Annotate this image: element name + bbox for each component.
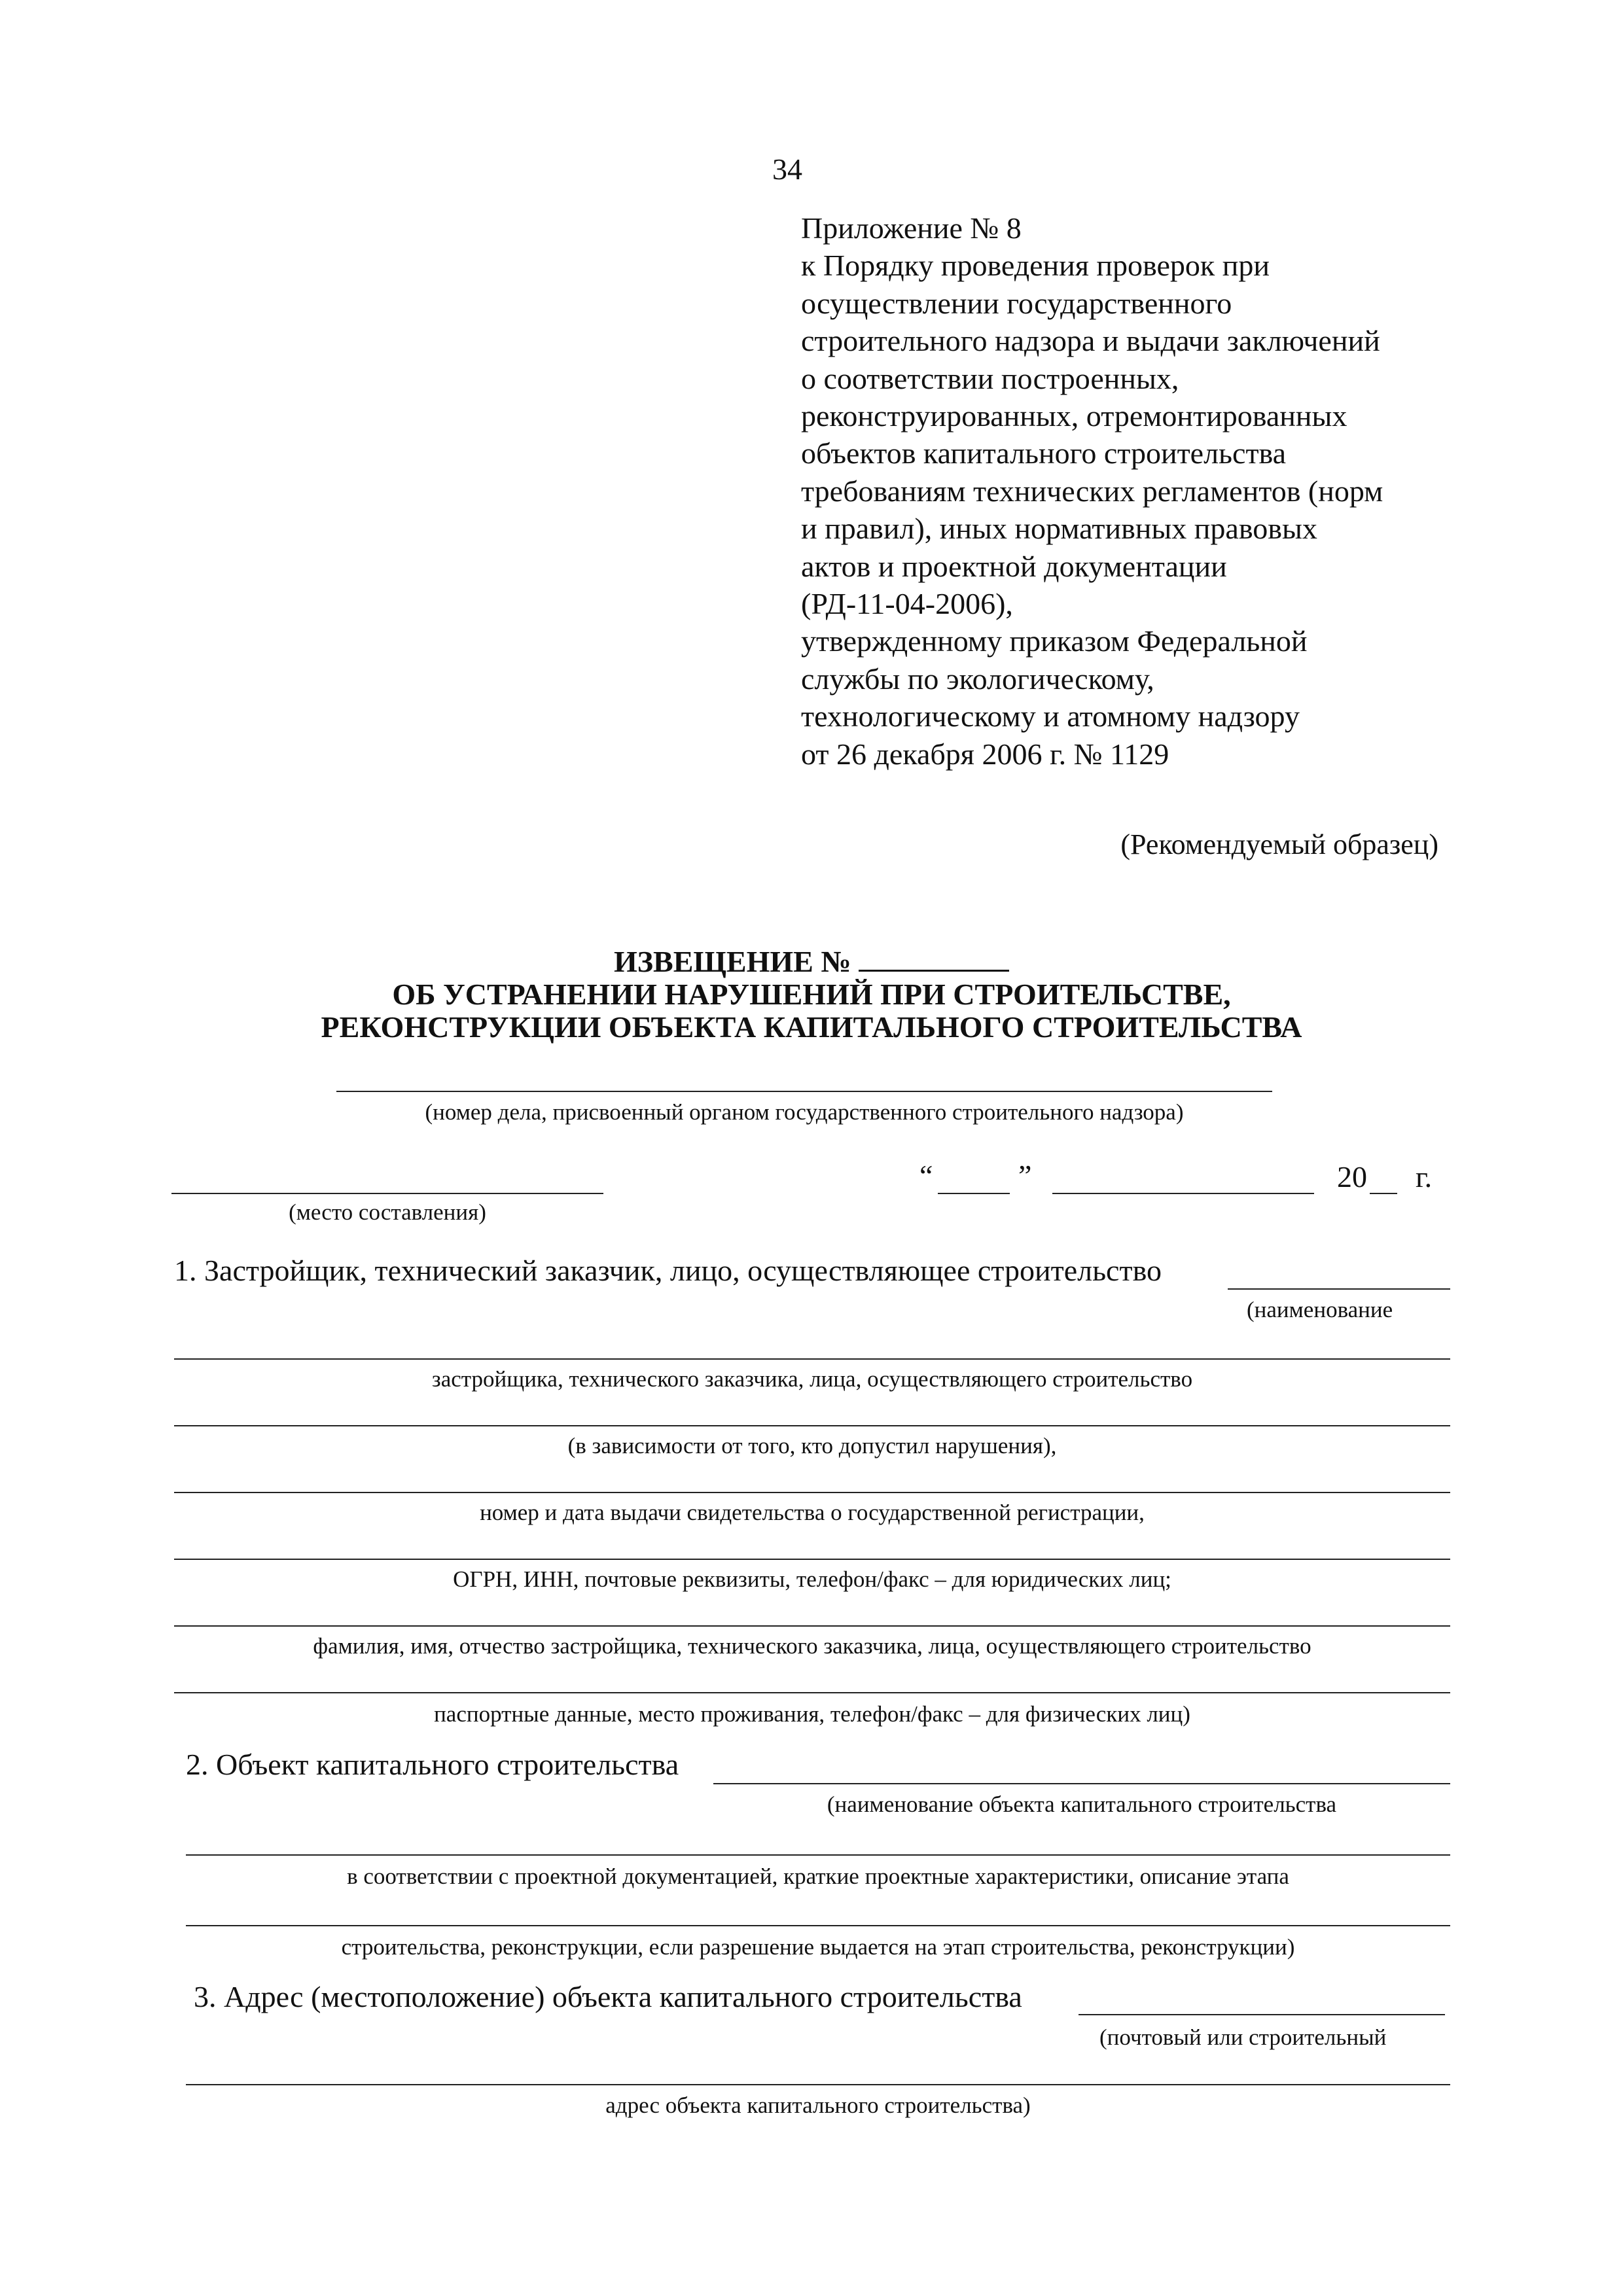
document-title [0,944,1623,979]
appendix-line: службы по экологическому, [801,662,1154,696]
date-month-field[interactable] [1052,1193,1314,1194]
appendix-line: Приложение № 8 [801,211,1022,245]
title-line-2: ОБ УСТРАНЕНИИ НАРУШЕНИЙ ПРИ СТРОИТЕЛЬСТВЕ, [392,978,1231,1011]
title-line-1: ИЗВЕЩЕНИЕ № [613,945,851,978]
notice-number-field[interactable] [859,945,1009,972]
appendix-line: строительного надзора и выдачи заключений [801,324,1380,358]
section1-caption-0: (наименование [1247,1297,1393,1322]
section2-field-0[interactable] [713,1783,1450,1784]
appendix-line: требованиям технических регламентов (норм [801,474,1383,508]
appendix-line: о соответствии построенных, [801,361,1179,395]
section1-caption-1: застройщика, технического заказчика, лица, осуществляющего строительство [431,1366,1193,1392]
appendix-line: утвержденному приказом Федеральной [801,624,1308,658]
date-day-field[interactable] [938,1193,1010,1194]
section1-field-4[interactable] [174,1559,1450,1560]
date-year-suffix: г. [1416,1160,1433,1193]
section2-caption-1: в соответствии с проектной документацией, краткие проектные характеристики, описание этапа [347,1863,1289,1889]
section1-caption-4: ОГРН, ИНН, почтовые реквизиты, телефон/факс – для юридических лиц; [453,1566,1171,1592]
date-close-quote: ” [1018,1159,1032,1192]
place-caption: (место составления) [289,1199,486,1225]
appendix-line: реконструированных, отремонтированных [801,399,1347,433]
section1-field-1[interactable] [174,1358,1450,1360]
section2-label: 2. Объект капитального строительства [186,1748,679,1781]
section1-caption-3: номер и дата выдачи свидетельства о государственной регистрации, [480,1500,1145,1525]
section3-caption-0: (почтовый или строительный [1099,2024,1387,2050]
appendix-line: актов и проектной документации [801,549,1227,583]
section1-label: 1. Застройщик, технический заказчик, лицо, осуществляющее строительство [174,1254,1162,1287]
date-year-prefix: 20 [1337,1160,1367,1193]
section3-label: 3. Адрес (местоположение) объекта капитального строительства [194,1980,1022,2013]
date-open-quote: “ [919,1159,933,1192]
appendix-line: (РД-11-04-2006), [801,587,1013,621]
section1-caption-6: паспортные данные, место проживания, телефон/факс – для физических лиц) [434,1701,1190,1727]
section1-field-6[interactable] [174,1692,1450,1693]
sample-label: (Рекомендуемый образец) [1120,828,1438,860]
section3-field-0[interactable] [1079,2014,1445,2015]
section3-caption-1: адрес объекта капитального строительства) [605,2093,1031,2118]
title-line-3: РЕКОНСТРУКЦИИ ОБЪЕКТА КАПИТАЛЬНОГО СТРОИТЕЛЬСТВА [321,1010,1302,1044]
place-field[interactable] [171,1193,603,1194]
section2-caption-2: строительства, реконструкции, если разрешение выдается на этап строительства, реконструкции) [341,1934,1295,1960]
appendix-line: от 26 декабря 2006 г. № 1129 [801,737,1169,771]
appendix-line: к Порядку проведения проверок при [801,249,1270,283]
section1-field-2[interactable] [174,1425,1450,1426]
appendix-line: осуществлении государственного [801,286,1232,320]
section1-field-0[interactable] [1228,1288,1450,1290]
page-number: 34 [772,152,802,186]
section1-caption-2: (в зависимости от того, кто допустил нарушения), [567,1433,1057,1458]
section1-field-3[interactable] [174,1492,1450,1493]
section1-caption-5: фамилия, имя, отчество застройщика, технического заказчика, лица, осуществляющего строительство [313,1633,1311,1659]
appendix-line: и правил), иных нормативных правовых [801,512,1317,546]
section2-field-1[interactable] [186,1854,1450,1856]
appendix-line: объектов капитального строительства [801,436,1287,470]
date-year-field[interactable] [1370,1193,1397,1194]
section2-field-2[interactable] [186,1925,1450,1926]
section2-caption-0: (наименование объекта капитального строительства [827,1792,1337,1817]
case-number-field[interactable] [336,1091,1272,1092]
section1-field-5[interactable] [174,1625,1450,1627]
section3-field-1[interactable] [186,2084,1450,2085]
case-number-caption: (номер дела, присвоенный органом государственного строительного надзора) [425,1099,1184,1125]
appendix-line: технологическому и атомному надзору [801,699,1300,733]
appendix-header [801,209,1495,773]
